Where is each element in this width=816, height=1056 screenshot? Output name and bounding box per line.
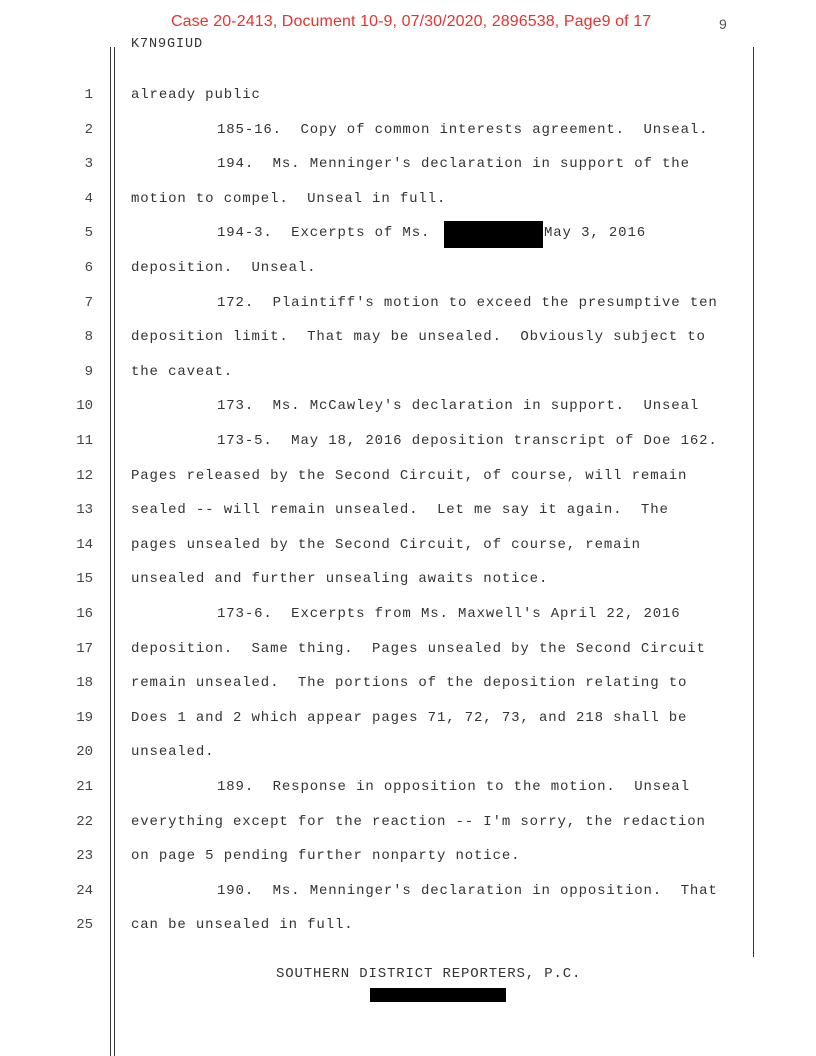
line-number: 4 xyxy=(84,191,93,207)
transcript-line: can be unsealed in full. xyxy=(131,917,354,933)
line-number: 3 xyxy=(84,156,93,172)
transcript-line: unsealed and further unsealing awaits notice. xyxy=(131,571,549,587)
transcript-line: sealed -- will remain unsealed. Let me say it again. The xyxy=(131,502,669,518)
transcript-line: Pages released by the Second Circuit, of course, will remain xyxy=(131,468,688,484)
right-margin-rule xyxy=(753,47,754,957)
transcript-line: Does 1 and 2 which appear pages 71, 72, 73, and 218 shall be xyxy=(131,710,688,726)
transcript-line: deposition limit. That may be unsealed. Obviously subject to xyxy=(131,329,706,345)
transcript-line: 189. Response in opposition to the motion. Unseal xyxy=(217,779,690,795)
transcript-line: everything except for the reaction -- I'm sorry, the redaction xyxy=(131,814,706,830)
line-number: 9 xyxy=(84,364,93,380)
transcript-line: 185-16. Copy of common interests agreement. Unseal. xyxy=(217,122,709,138)
transcript-line: remain unsealed. The portions of the deposition relating to xyxy=(131,675,688,691)
line-number: 7 xyxy=(84,295,93,311)
line-number: 25 xyxy=(76,917,93,933)
line-number: 13 xyxy=(76,502,93,518)
left-margin-rule-inner xyxy=(114,47,115,1056)
page-number: 9 xyxy=(719,16,727,32)
redaction-bar xyxy=(444,221,543,248)
transcript-line: 173-5. May 18, 2016 deposition transcript of Doe 162. xyxy=(217,433,718,449)
line-number: 1 xyxy=(84,87,93,103)
transcript-line: 172. Plaintiff's motion to exceed the presumptive ten xyxy=(217,295,718,311)
line-number: 23 xyxy=(76,848,93,864)
line-number: 14 xyxy=(76,537,93,553)
line-number: 19 xyxy=(76,710,93,726)
transcript-line: unsealed. xyxy=(131,744,215,760)
line-number: 16 xyxy=(76,606,93,622)
document-id: K7N9GIUD xyxy=(131,37,204,52)
transcript-line: motion to compel. Unseal in full. xyxy=(131,191,447,207)
transcript-line: 173. Ms. McCawley's declaration in support. Unseal xyxy=(217,398,700,414)
transcript-line: 190. Ms. Menninger's declaration in opposition. That xyxy=(217,883,718,899)
line-number: 18 xyxy=(76,675,93,691)
footer-redaction-bar xyxy=(370,988,506,1002)
left-margin-rule-outer xyxy=(110,47,111,1056)
line-number: 5 xyxy=(84,225,93,241)
line-number: 15 xyxy=(76,571,93,587)
line-number: 21 xyxy=(76,779,93,795)
line-number: 11 xyxy=(76,433,93,449)
line-number: 20 xyxy=(76,744,93,760)
reporter-footer: SOUTHERN DISTRICT REPORTERS, P.C. xyxy=(276,966,582,982)
line-number: 24 xyxy=(76,883,93,899)
transcript-line: 173-6. Excerpts from Ms. Maxwell's April 22, 2016 xyxy=(217,606,681,622)
line-number: 22 xyxy=(76,814,93,830)
transcript-line: deposition. Same thing. Pages unsealed by the Second Circuit xyxy=(131,641,706,657)
transcript-line: already public xyxy=(131,87,261,103)
transcript-line: 194-3. Excerpts of Ms. xyxy=(217,225,440,241)
line-number: 2 xyxy=(84,122,93,138)
line-number: 6 xyxy=(84,260,93,276)
case-header: Case 20-2413, Document 10-9, 07/30/2020, 2896538, Page9 of 17 xyxy=(171,13,652,30)
transcript-line: pages unsealed by the Second Circuit, of course, remain xyxy=(131,537,641,553)
transcript-line: on page 5 pending further nonparty notice. xyxy=(131,848,521,864)
line-number: 12 xyxy=(76,468,93,484)
line-number: 8 xyxy=(84,329,93,345)
transcript-line: the caveat. xyxy=(131,364,233,380)
line-number: 17 xyxy=(76,641,93,657)
line-number: 10 xyxy=(76,398,93,414)
transcript-line-continued: May 3, 2016 xyxy=(544,225,646,241)
transcript-line: 194. Ms. Menninger's declaration in support of the xyxy=(217,156,690,172)
transcript-line: deposition. Unseal. xyxy=(131,260,317,276)
